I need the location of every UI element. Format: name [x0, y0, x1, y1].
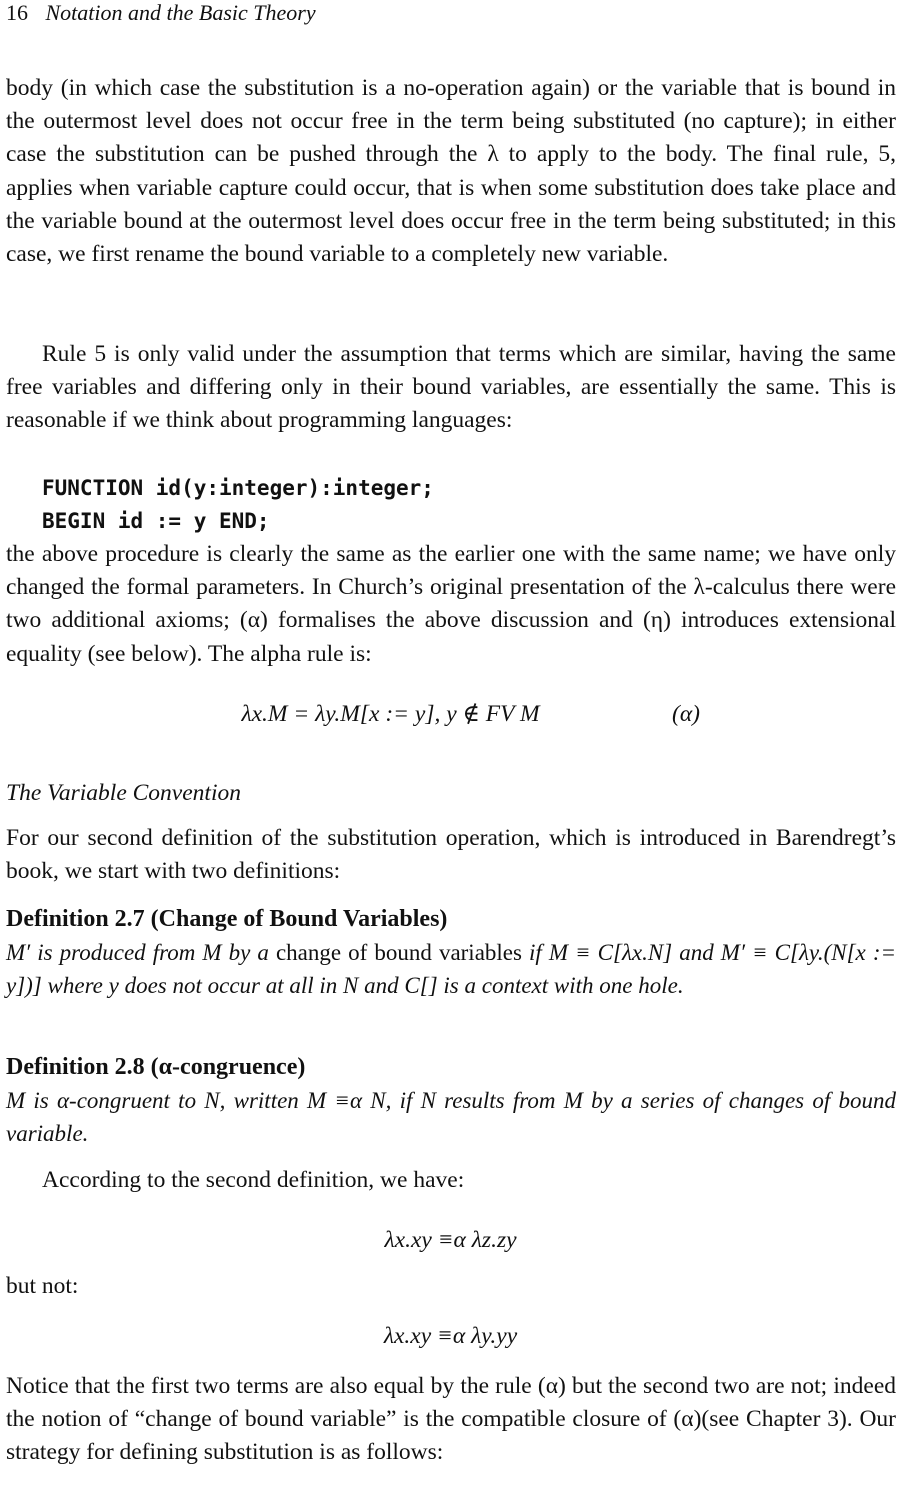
definition-2-7-term: change of bound variables [275, 940, 522, 965]
definition-2-7-body [6, 936, 896, 1002]
definition-2-7-text-a: M′ is produced from M by a [6, 940, 276, 965]
code-line-1: FUNCTION id(y:integer):integer; [42, 476, 434, 500]
example-2: λx.xy ≡α λy.yy [383, 1323, 518, 1349]
definition-2-8-body: M is α-congruent to N, written M ≡α N, if N results from M by a series of changes of bound variable. [6, 1088, 896, 1147]
running-title: Notation and the Basic Theory [45, 0, 316, 25]
code-line-2: BEGIN id := y END; [42, 509, 270, 533]
paragraph-2: Rule 5 is only valid under the assumption that terms which are similar, having the same free variables and differing only in their bound variables, are essentially the same. This is reasonable if we think about programming languages: [6, 341, 896, 434]
section-title: The Variable Convention [6, 780, 241, 806]
running-header [6, 0, 316, 26]
definition-2-7-heading: Definition 2.7 (Change of Bound Variables) [6, 906, 448, 932]
paragraph-1: body (in which case the substitution is a no-operation again) or the variable that is bound in the outermost level does not occur free in the term being substituted (no capture); in either case the substitution can be pushed through the λ to apply to the body. The final rule, 5, applies when variable capture could occur, that is when some substitution does take place and the variable bound at the outermost level does occur free in the term being substituted; in this case, we first rename the bound variable to a completely new variable. [6, 75, 896, 268]
page-number: 16 [6, 0, 28, 25]
definition-2-7-text-b: if M ≡ C[λx.N] and M′ ≡ C[λy.(N[x := y])] where y does not occur at all in N and C[] is a context with one hole. [6, 940, 896, 999]
but-not-text: but not: [6, 1273, 79, 1299]
paragraph-6: Notice that the first two terms are also equal by the rule (α) but the second two are not; indeed the notion of “change of bound variable” is the compatible closure of (α)(see Chapter 3). Our strategy for defining substitution is as follows: [6, 1373, 896, 1466]
alpha-rule-formula: λx.M = λy.M[x := y], y ∉ FV M [241, 701, 540, 727]
paragraph-4: For our second definition of the substitution operation, which is introduced in Barendregt’s book, we start with two definitions: [6, 825, 896, 885]
paragraph-5: According to the second definition, we have: [42, 1167, 465, 1193]
alpha-rule-label: (α) [672, 701, 700, 727]
definition-2-8-heading: Definition 2.8 (α-congruence) [6, 1054, 306, 1080]
example-1: λx.xy ≡α λz.zy [384, 1227, 517, 1253]
paragraph-3: the above procedure is clearly the same as the earlier one with the same name; we have only changed the formal parameters. In Church’s original presentation of the λ-calculus there were two additional axioms; (α) formalises the above discussion and (η) introduces extensional equality (see below). The alpha rule is: [6, 541, 896, 667]
